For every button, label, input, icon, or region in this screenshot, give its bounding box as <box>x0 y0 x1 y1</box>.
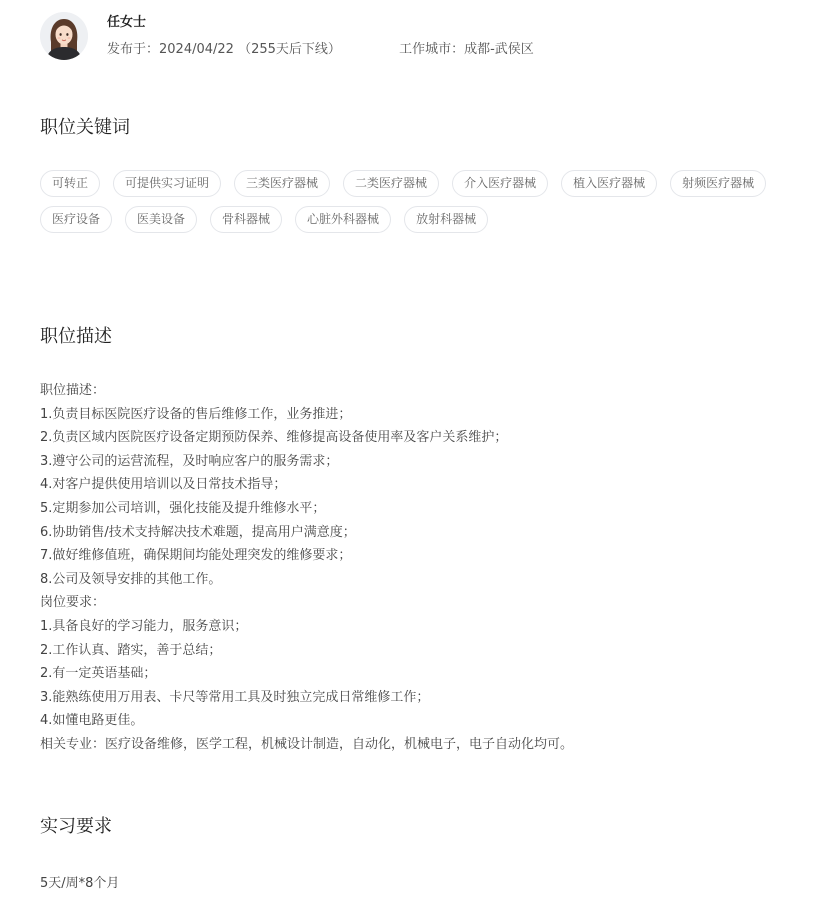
keyword-row <box>40 206 800 233</box>
description-title: 职位描述 <box>40 326 112 347</box>
keywords-title: 职位关键词 <box>40 117 130 138</box>
keyword-tag[interactable]: 介入医疗器械 <box>452 170 548 197</box>
description-line: 相关专业：医疗设备维修，医学工程，机械设计制造，自动化，机械电子，电子自动化均可。 <box>40 736 574 752</box>
description-line: 岗位要求： <box>40 595 106 611</box>
keyword-tag[interactable]: 放射科器械 <box>404 206 488 233</box>
keyword-tag[interactable]: 可提供实习证明 <box>113 170 221 197</box>
description-line: 职位描述： <box>40 383 106 398</box>
internship-title: 实习要求 <box>40 816 112 837</box>
description-line: 1.负责目标医院医疗设备的售后维修工作，业务推进； <box>40 406 352 422</box>
keyword-tag[interactable]: 可转正 <box>40 170 100 197</box>
description-line: 3.能熟练使用万用表、卡尺等常用工具及时独立完成日常维修工作； <box>40 689 430 705</box>
job-description <box>40 379 800 757</box>
description-line: 2.负责区域内医院医疗设备定期预防保养、维修提高设备使用率及客户关系维护； <box>40 430 508 446</box>
poster-header <box>40 12 800 62</box>
poster-meta <box>107 41 534 59</box>
expiry-note: （255天后下线） <box>238 42 341 57</box>
keyword-tag[interactable]: 医疗设备 <box>40 206 112 233</box>
city-label: 工作城市： <box>399 42 465 57</box>
description-line: 5.定期参加公司培训，强化技能及提升维修水平； <box>40 500 326 516</box>
description-line: 8.公司及领导安排的其他工作。 <box>40 571 222 587</box>
poster-name: 任女士 <box>107 15 147 30</box>
work-city <box>399 41 534 59</box>
description-line: 3.遵守公司的运营流程，及时响应客户的服务需求； <box>40 453 339 469</box>
description-line: 2.工作认真、踏实，善于总结； <box>40 642 222 658</box>
published-date: 2024/04/22 <box>159 42 234 57</box>
published-label: 发布于： <box>107 42 160 57</box>
description-line: 2.有一定英语基础； <box>40 666 157 682</box>
avatar <box>40 12 88 60</box>
keyword-tag[interactable]: 医美设备 <box>125 206 197 233</box>
description-line: 4.对客户提供使用培训以及日常技术指导； <box>40 477 287 493</box>
keyword-tags <box>40 170 800 242</box>
keyword-tag[interactable]: 三类医疗器械 <box>234 170 330 197</box>
keyword-tag[interactable]: 植入医疗器械 <box>561 170 657 197</box>
city-value: 成都-武侯区 <box>464 42 534 57</box>
description-line: 6.协助销售/技术支持解决技术难题，提高用户满意度； <box>40 524 356 540</box>
internship-value: 5天/周*8个月 <box>40 876 120 891</box>
keyword-row <box>40 170 800 197</box>
keyword-tag[interactable]: 二类医疗器械 <box>343 170 439 197</box>
keyword-tag[interactable]: 骨科器械 <box>210 206 282 233</box>
description-line: 7.做好维修值班，确保期间均能处理突发的维修要求； <box>40 548 352 564</box>
description-line: 4.如懂电路更佳。 <box>40 713 144 729</box>
keyword-tag[interactable]: 射频医疗器械 <box>670 170 766 197</box>
keyword-tag[interactable]: 心脏外科器械 <box>295 206 391 233</box>
description-line: 1.具备良好的学习能力，服务意识； <box>40 618 248 634</box>
avatar-illustration <box>40 12 88 60</box>
